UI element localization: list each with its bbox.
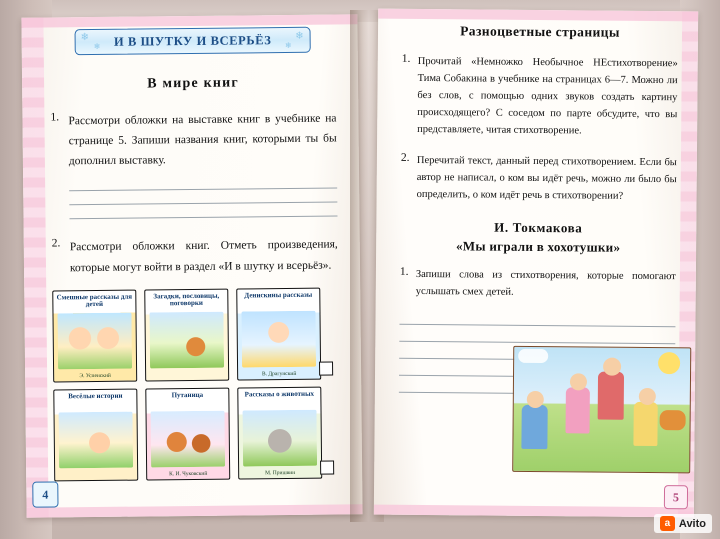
- illustration-child-head: [603, 358, 621, 376]
- avito-watermark-label: Avito: [678, 517, 706, 530]
- book-cover-title: Весёлые истории: [68, 391, 123, 400]
- poem-author: И. Токмакова: [494, 219, 583, 236]
- book-cover-row: [53, 386, 340, 481]
- book-cover-grid: [52, 287, 340, 481]
- right-task-3-text: Запиши слова из стихотворения, которые помогают услышать смех детей.: [415, 268, 676, 298]
- book-cover-art: [149, 311, 224, 368]
- book-cover-checkbox[interactable]: [319, 361, 333, 375]
- book-cover-author: Э. Успенский: [79, 372, 111, 379]
- task-1-text: Рассмотри обложки на выставке книг в учебнике на странице 5. Запиши названия книг, которыми ты бы дополнил выставку.: [68, 112, 337, 168]
- book-cover-art: [243, 409, 318, 466]
- illustration-child-head: [570, 373, 587, 390]
- book-cover: [236, 287, 321, 380]
- left-page-top-border: [21, 14, 357, 28]
- section-banner-label: И В ШУТКУ И ВСЕРЬЁЗ: [113, 32, 272, 49]
- book-cover-item: [53, 388, 138, 481]
- book-cover-title: Загадки, пословицы, поговорки: [153, 291, 220, 308]
- book-cover-title: Путаница: [171, 390, 204, 399]
- book-cover-art: [59, 411, 134, 468]
- left-page-bottom-border: [27, 504, 363, 518]
- illustration-child-head: [639, 388, 656, 405]
- book-cover: [237, 386, 322, 479]
- right-page-title: Разноцветные страницы: [460, 23, 620, 40]
- left-page-number: 4: [32, 481, 58, 507]
- right-page-top-border: [378, 9, 698, 22]
- illustration-child-yellow: [633, 402, 657, 446]
- illustration-child-pink: [566, 387, 590, 433]
- book-cover: [145, 387, 230, 480]
- avito-watermark: [654, 514, 712, 533]
- open-workbook: [10, 6, 710, 526]
- book-cover-item: [145, 387, 230, 480]
- snowflake-icon: ❄: [80, 32, 90, 44]
- book-cover-title: Денискины рассказы: [244, 290, 313, 300]
- book-cover-author: В. Драгунский: [261, 370, 297, 377]
- snowflake-icon: ❄: [295, 30, 304, 42]
- right-page-number: 5: [664, 485, 688, 509]
- book-cover: [52, 289, 137, 382]
- right-task-1: [401, 53, 678, 140]
- book-cover-item: [144, 288, 229, 381]
- book-cover-author: [148, 377, 226, 378]
- section-banner: [75, 27, 311, 55]
- left-page-title: В мире книг: [147, 75, 240, 92]
- left-page: [21, 14, 362, 517]
- book-cover-item: [237, 386, 322, 479]
- book-cover-author: М. Пришвин: [265, 469, 296, 476]
- right-page-bottom-border: [374, 505, 694, 518]
- illustration-cat: [660, 410, 686, 430]
- task-2-number: 2.: [51, 237, 61, 250]
- right-task-2-number: 2.: [400, 151, 410, 164]
- book-cover-title: Рассказы о животных: [244, 389, 315, 399]
- book-cover-art: [151, 410, 226, 467]
- right-task-2: [401, 152, 677, 205]
- left-page-pink-margin: [21, 18, 48, 518]
- task-2: [52, 235, 338, 278]
- task-2-text: Рассмотри обложки книг. Отметь произведения, которые могут войти в раздел «И в шутку и всерьёз».: [69, 238, 338, 274]
- book-cover: [144, 288, 229, 381]
- illustration-child-head: [527, 391, 544, 408]
- poem-title: «Мы играли в хохотушки»: [455, 238, 621, 255]
- book-cover-art: [241, 310, 316, 367]
- book-cover-row: [52, 287, 339, 382]
- snowflake-icon: ❄: [93, 41, 101, 52]
- book-cover-author: [57, 477, 135, 478]
- book-cover-checkbox[interactable]: [320, 460, 334, 474]
- avito-logo-icon: a: [660, 516, 675, 531]
- illustration-child-red: [598, 372, 624, 420]
- answer-line[interactable]: [69, 203, 337, 220]
- right-task-1-text: Прочитай «Немножко Необычное НЕстихотворение» Тима Собакина в учебнике на страницах 6—7. Можно ли без слов, с помощью одних звуков создать картину происходящего? С соседом по парте обсудите, что вы представляете, читая стихотворение.: [417, 55, 678, 137]
- right-page: [374, 9, 698, 518]
- book-cover: [53, 388, 138, 481]
- right-task-1-number: 1.: [401, 52, 411, 65]
- illustration-cloud: [518, 349, 548, 363]
- book-cover-item: [52, 289, 137, 382]
- illustration-sun: [658, 352, 680, 374]
- book-cover-art: [57, 312, 132, 369]
- book-cover-author: К. И. Чуковский: [169, 470, 208, 477]
- right-task-3-number: 1.: [399, 265, 409, 278]
- right-task-2-text: Перечитай текст, данный перед стихотворением. Если бы автор не написал, о ком вы идёт речь, можно ли было бы определить, о ком идёт речь в стихотворении?: [416, 154, 677, 202]
- task-1-number: 1.: [50, 111, 60, 124]
- illustration-child-blue: [521, 405, 547, 449]
- poem-heading: [400, 219, 676, 256]
- snowflake-icon: ❄: [284, 40, 292, 51]
- poem-illustration: [512, 346, 691, 474]
- right-task-3: [400, 266, 676, 302]
- task-1: [50, 108, 337, 219]
- book-cover-item: [236, 287, 321, 380]
- book-cover-title: Смешные рассказы для детей: [56, 292, 133, 309]
- task-1-answer-lines[interactable]: [69, 175, 337, 220]
